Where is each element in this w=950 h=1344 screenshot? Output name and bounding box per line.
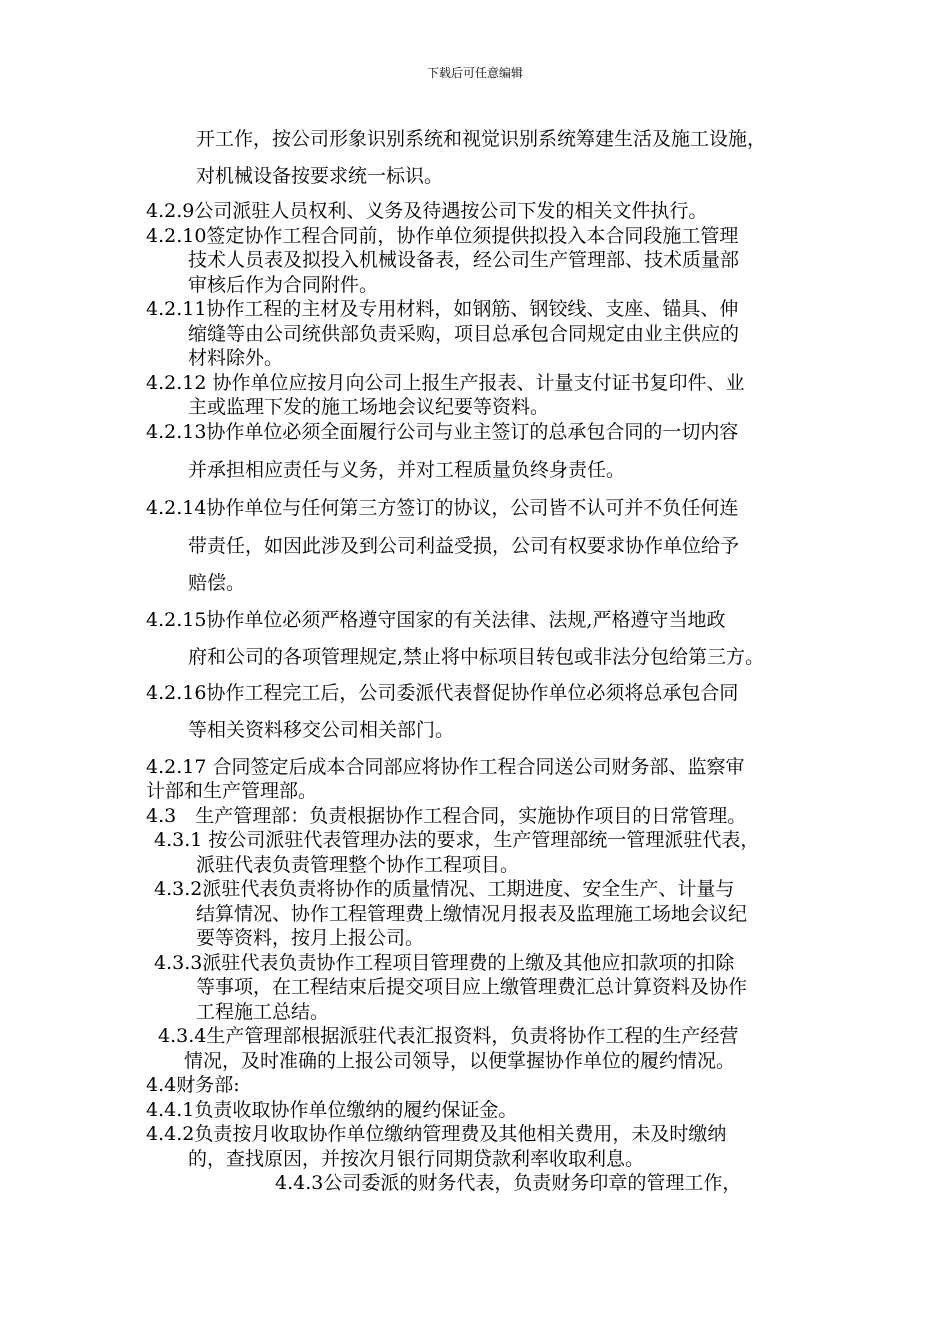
text-line: 材料除外。 bbox=[188, 347, 284, 369]
text-line: 4.4.3公司委派的财务代表，负责财务印章的管理工作， bbox=[275, 1172, 742, 1194]
text-line: 4.3.4生产管理部根据派驻代表汇报资料，负责将协作工程的生产经营 bbox=[158, 1025, 739, 1047]
text-line: 4.4财务部: bbox=[146, 1074, 240, 1096]
text-line: 4.3.2派驻代表负责将协作的质量情况、工期进度、安全生产、计量与 bbox=[154, 878, 735, 900]
text-line: 4.2.16协作工程完工后，公司委派代表督促协作单位必须将总承包合同 bbox=[146, 682, 739, 704]
page-header: 下载后可任意编辑 bbox=[426, 66, 523, 80]
text-line: 技术人员表及拟投入机械设备表，经公司生产管理部、技术质量部 bbox=[188, 249, 740, 271]
text-line: 并承担相应责任与义务，并对工程质量负终身责任。 bbox=[188, 459, 626, 481]
text-line: 4.2.10签定协作工程合同前，协作单位须提供拟投入本合同段施工管理 bbox=[146, 225, 739, 247]
text-line: 计部和生产管理部。 bbox=[146, 780, 318, 802]
text-line: 情况，及时准确的上报公司领导，以便掌握协作单位的履约情况。 bbox=[184, 1050, 736, 1072]
text-line: 工程施工总结。 bbox=[196, 1001, 330, 1023]
text-line: 赔偿。 bbox=[188, 572, 246, 594]
text-line: 结算情况、协作工程管理费上缴情况月报表及监理施工场地会议纪 bbox=[196, 903, 748, 925]
text-line: 4.2.14协作单位与任何第三方签订的协议，公司皆不认可并不负任何连 bbox=[146, 497, 739, 519]
text-line: 等相关资料移交公司相关部门。 bbox=[188, 719, 455, 741]
text-line: 带责任，如因此涉及到公司利益受损，公司有权要求协作单位给予 bbox=[188, 535, 740, 557]
text-line: 派驻代表负责管理整个协作工程项目。 bbox=[196, 854, 520, 876]
text-line: 审核后作为合同附件。 bbox=[188, 274, 379, 296]
text-line: 4.3 生产管理部：负责根据协作工程合同，实施协作项目的日常管理。 bbox=[146, 805, 747, 827]
text-line: 4.2.13协作单位必须全面履行公司与业主签订的总承包合同的一切内容 bbox=[146, 421, 739, 443]
text-line: 要等资料，按月上报公司。 bbox=[196, 927, 425, 949]
text-line: 4.2.9公司派驻人员权利、义务及待遇按公司下发的相关文件执行。 bbox=[146, 200, 708, 222]
text-line: 主或监理下发的施工场地会议纪要等资料。 bbox=[188, 396, 550, 418]
text-line: 开工作，按公司形象识别系统和视觉识别系统筹建生活及施工设施， bbox=[196, 128, 767, 150]
text-line: 等事项，在工程结束后提交项目应上缴管理费汇总计算资料及协作 bbox=[196, 976, 748, 998]
text-line: 4.4.1负责收取协作单位缴纳的履约保证金。 bbox=[146, 1099, 518, 1121]
text-line: 府和公司的各项管理规定,禁止将中标项目转包或非法分包给第三方。 bbox=[188, 646, 765, 668]
text-line: 对机械设备按要求统一标识。 bbox=[196, 165, 444, 187]
text-line: 4.2.11协作工程的主材及专用材料，如钢筋、钢铰线、支座、锚具、伸 bbox=[146, 298, 739, 320]
text-line: 4.3.1 按公司派驻代表管理办法的要求，生产管理部统一管理派驻代表， bbox=[154, 829, 760, 851]
text-line: 4.3.3派驻代表负责协作工程项目管理费的上缴及其他应扣款项的扣除 bbox=[154, 952, 735, 974]
text-line: 4.2.12 协作单位应按月向公司上报生产报表、计量支付证书复印件、业 bbox=[146, 372, 745, 394]
text-line: 4.2.17 合同签定后成本合同部应将协作工程合同送公司财务部、监察审 bbox=[146, 756, 745, 778]
text-line: 4.2.15协作单位必须严格遵守国家的有关法律、法规,严格遵守当地政 bbox=[146, 609, 726, 631]
text-line: 缩缝等由公司统供部负责采购，项目总承包合同规定由业主供应的 bbox=[188, 323, 740, 345]
text-line: 的，查找原因，并按次月银行同期贷款利率收取利息。 bbox=[188, 1148, 645, 1170]
text-line: 4.4.2负责按月收取协作单位缴纳管理费及其他相关费用，未及时缴纳 bbox=[146, 1123, 727, 1145]
